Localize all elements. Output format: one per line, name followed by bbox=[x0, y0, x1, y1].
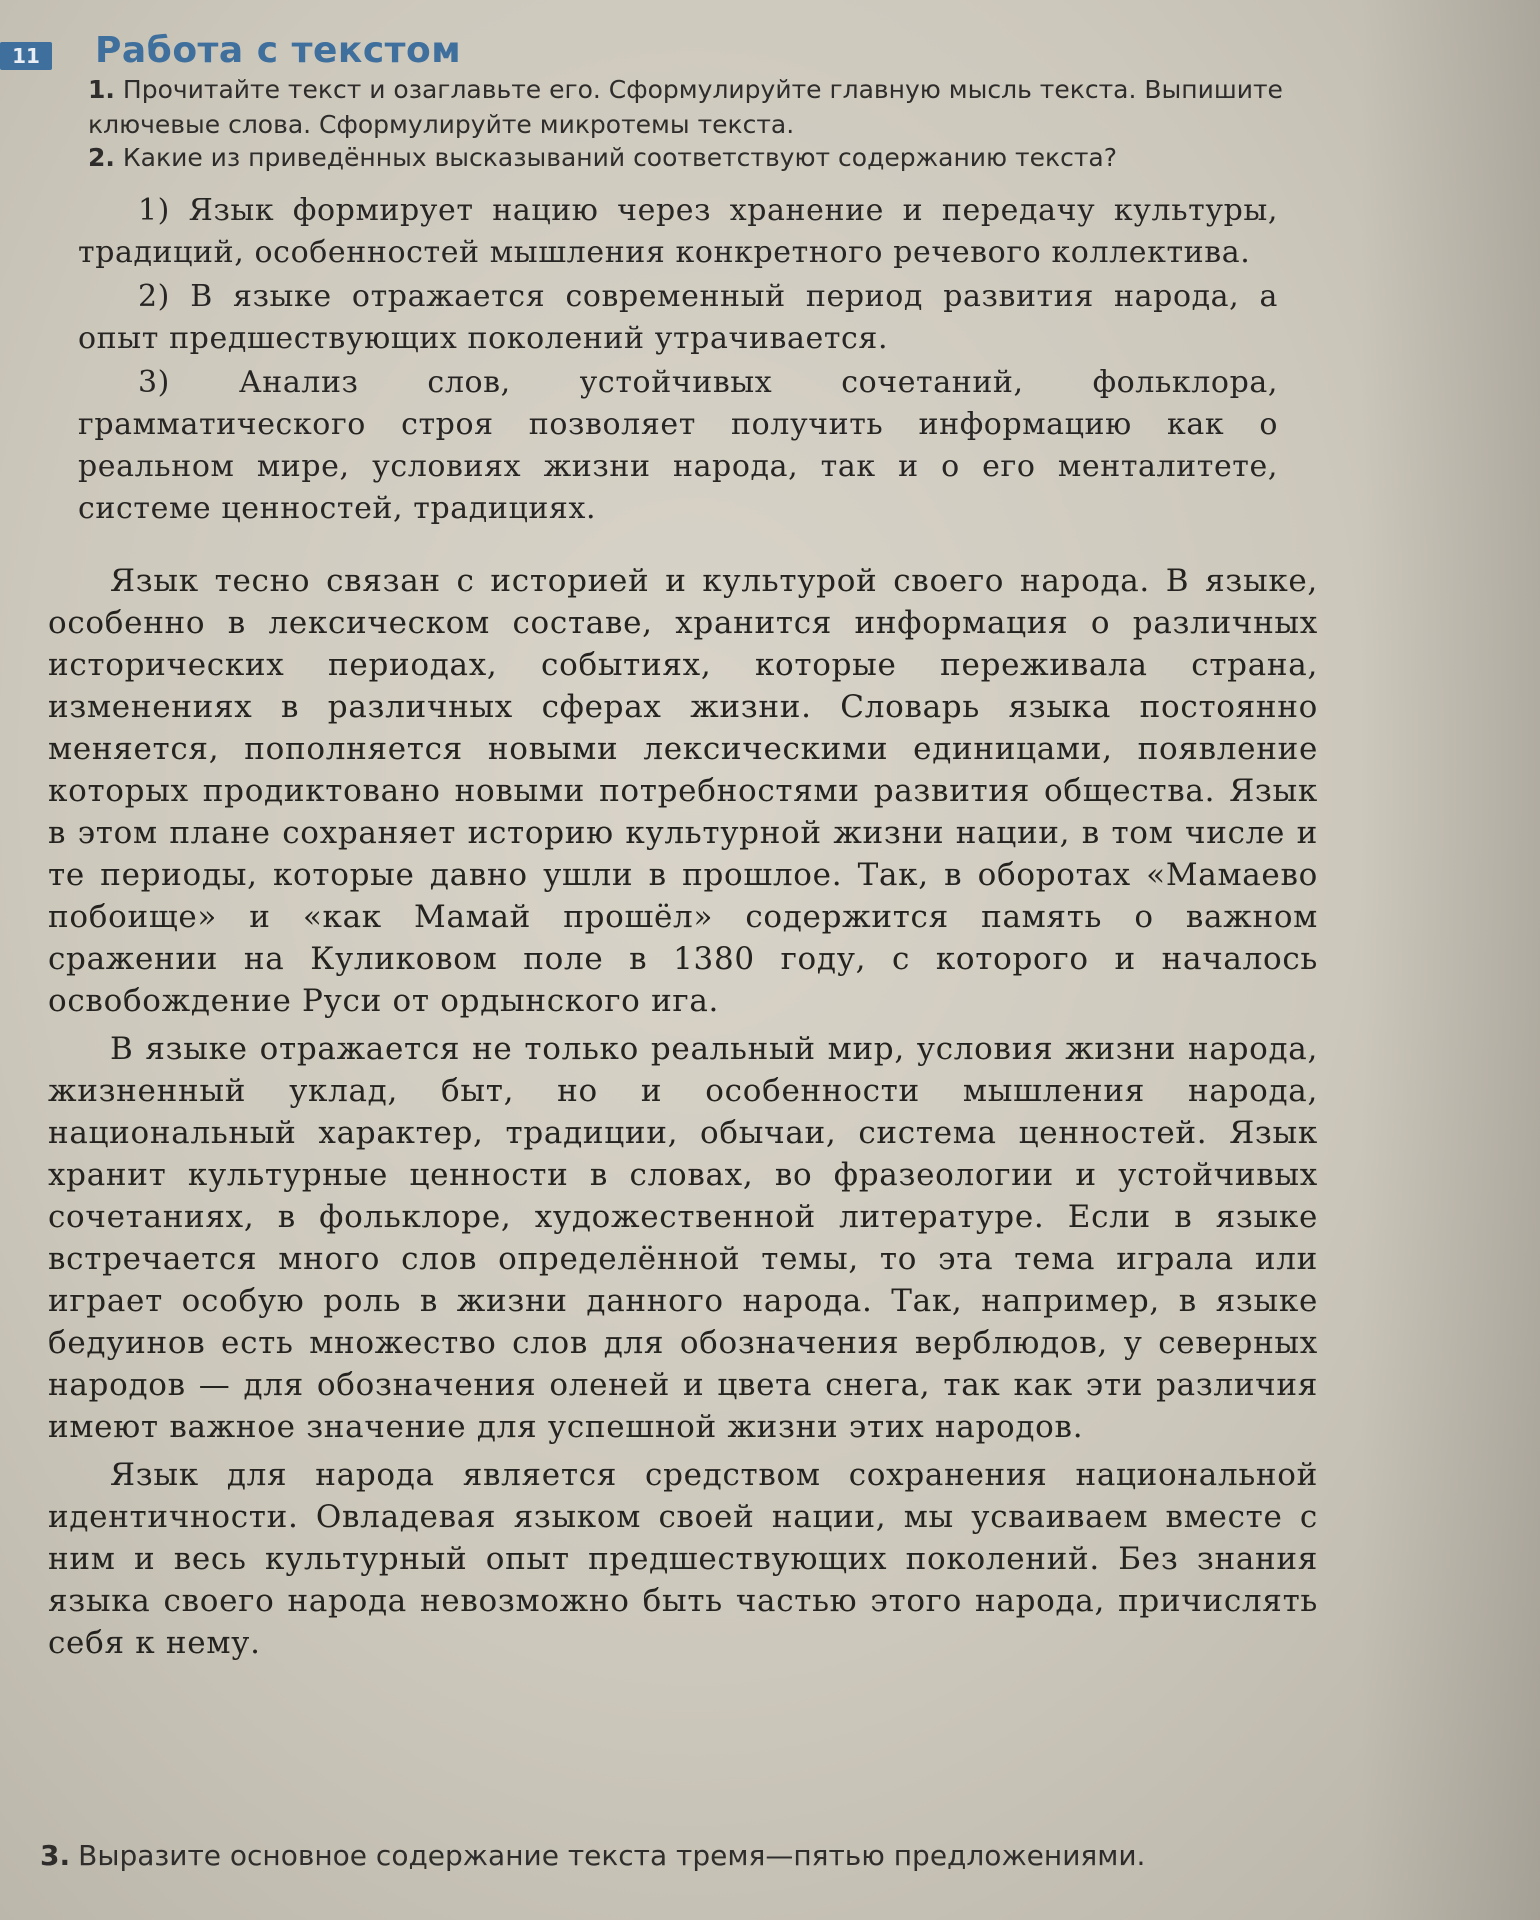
paragraph-1: Язык тесно связан с историей и культурой своего народа. В языке, особенно в лексическом составе, хранится информация о различных исторических периодах, событиях, которые переживала страна, изменениях в различных сферах жизни. Словарь языка постоянно меняется, пополняется новыми лексическими единицами, появление которых продиктовано новыми потребностями развития общества. Язык в этом плане сохраняет историю культурной жизни нации, в том числе и те периоды, которые давно ушли в прошлое. Так, в оборотах «Мамаево побоище» и «как Мамай прошёл» содержится память о важном сражении на Куликовом поле в 1380 году, с которого и началось освобождение Руси от ордынского ига. bbox=[48, 563, 1318, 1019]
section-title: Работа с текстом bbox=[95, 30, 462, 71]
task-1 bbox=[88, 72, 1388, 142]
task-2 bbox=[88, 140, 1388, 175]
task-2-text: Какие из приведённых высказываний соответствуют содержанию текста? bbox=[122, 143, 1117, 172]
paragraph-2: В языке отражается не только реальный мир, условия жизни народа, жизненный уклад, быт, но и особенности мышления народа, национальный характер, традиции, обычаи, система ценностей. Язык хранит культурные ценности в словах, во фразеологии и устойчивых сочетаниях, в фольклоре, художественной литературе. Если в языке встречается много слов определённой темы, то эта тема играла или играет особую роль в жизни данного народа. Так, например, в языке бедуинов есть множество слов для обозначения верблюдов, у северных народов — для обозначения оленей и цвета снега, так как эти различия имеют важное значение для успешной жизни этих народов. bbox=[48, 1031, 1318, 1445]
task-1-number: 1. bbox=[88, 75, 115, 104]
task-3-number: 3. bbox=[40, 1839, 71, 1872]
statement-2: 2) В языке отражается современный период развития народа, а опыт предшествующих поколений утрачивается. bbox=[78, 279, 1278, 356]
task-3 bbox=[40, 1838, 1340, 1873]
reading-text bbox=[48, 560, 1318, 1670]
task-3-text: Выразите основное содержание текста тремя—пятью предложениями. bbox=[78, 1839, 1146, 1872]
paragraph-3: Язык для народа является средством сохранения национальной идентичности. Овладевая языком своей нации, мы усваиваем вместе с ним и весь культурный опыт предшествующих поколений. Без знания языка своего народа невозможно быть частью этого народа, причислять себя к нему. bbox=[48, 1457, 1318, 1661]
statement-3: 3) Анализ слов, устойчивых сочетаний, фольклора, грамматического строя позволяет получить информацию как о реальном мире, условиях жизни народа, так и о его менталитете, системе ценностей, традициях. bbox=[78, 365, 1278, 526]
statement-1: 1) Язык формирует нацию через хранение и передачу культуры, традиций, особенностей мышления конкретного речевого коллектива. bbox=[78, 193, 1278, 270]
task-1-text: Прочитайте текст и озаглавьте его. Сформулируйте главную мысль текста. Выпишите ключевые слова. Сформулируйте микротемы текста. bbox=[88, 75, 1283, 139]
page-edge-shadow bbox=[1360, 0, 1540, 1920]
statement-list bbox=[78, 190, 1278, 532]
section-number-badge: 11 bbox=[0, 42, 52, 70]
task-2-number: 2. bbox=[88, 143, 115, 172]
